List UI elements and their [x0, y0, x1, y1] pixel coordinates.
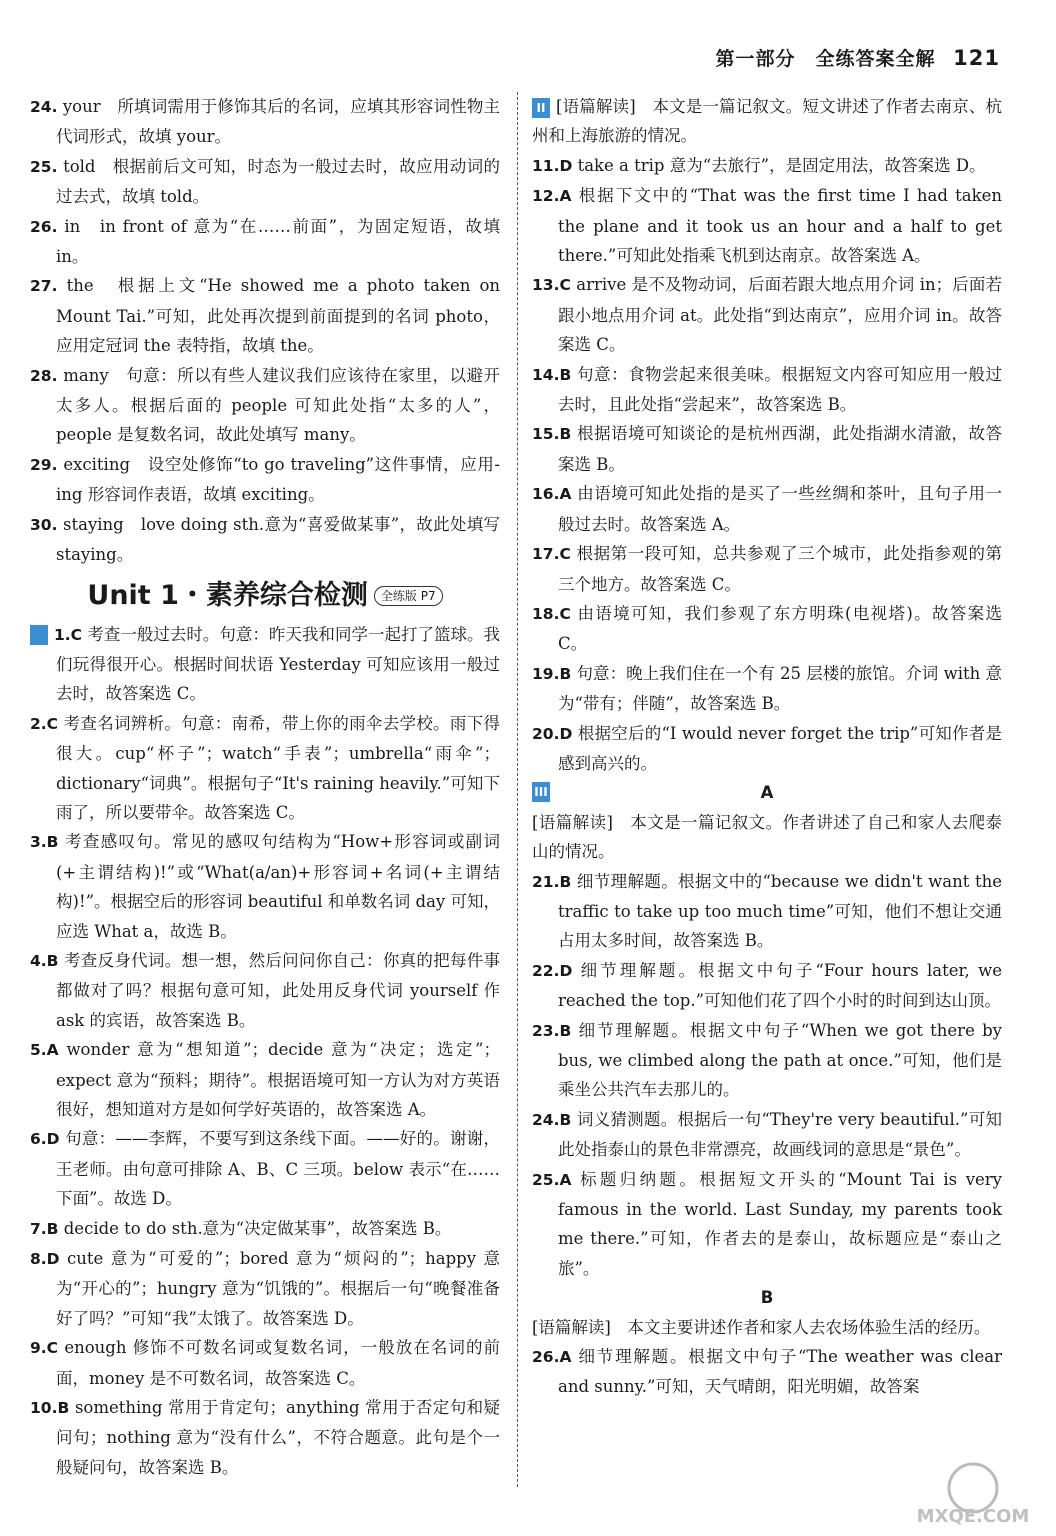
- answer-number: 27.: [30, 277, 58, 296]
- answer-number: 23.B: [532, 1021, 572, 1040]
- answer-number: 30.: [30, 515, 58, 534]
- answer-item: [30, 212, 500, 272]
- answer-item: [532, 181, 1002, 270]
- part3-header: [532, 778, 1002, 807]
- answer-number: 21.B: [532, 872, 572, 891]
- answer-number: 13.C: [532, 276, 571, 295]
- answer-number: 11.D: [532, 156, 573, 175]
- answer-item: [30, 946, 500, 1035]
- left-column: [23, 92, 501, 1482]
- answer-number: 7.B: [30, 1219, 59, 1238]
- answer-text: 句意：晚上我们住在一个有 25 层楼的旅馆。介词 with 意为“带有；伴随”，故答案选 B。: [558, 663, 1002, 714]
- answer-item: [532, 1105, 1002, 1165]
- answer-number: 6.D: [30, 1130, 60, 1149]
- answer-item: [23, 620, 501, 709]
- answer-text: many 句意：所以有些人建议我们应该待在家里，以避开太多人。根据后面的 people 可知此处指“太多的人”，people 是复数名词，故此处填写 many。: [56, 365, 500, 445]
- answer-number: 16.A: [532, 485, 572, 504]
- answer-text: 由语境可知此处指的是买了一些丝绸和茶叶，且句子用一般过去时。故答案选 A。: [558, 484, 1003, 534]
- answer-number: 8.D: [30, 1250, 60, 1269]
- answer-number: 10.B: [30, 1399, 70, 1418]
- answer-item: [30, 1124, 500, 1213]
- part2-items: [532, 151, 1002, 779]
- watermark-text: MXQE.COM: [916, 1506, 1030, 1527]
- answer-text: 细节理解题。根据文中的“because we didn't want the traffic to take up too much time”可知，他们不想让交通占用太多时间，故答案选 B。: [558, 871, 1002, 951]
- answer-item: [30, 827, 500, 946]
- answer-number: 15.B: [532, 425, 572, 444]
- answer-text: 由语境可知，我们参观了东方明珠(电视塔)。故答案选 C。: [558, 603, 1003, 654]
- part2-intro-text: [语篇解读] 本文是一篇记叙文。短文讲述了作者去南京、杭州和上海旅游的情况。: [532, 97, 1002, 146]
- answer-text: 考查名词辨析。句意：南希，带上你的雨伞去学校。雨下得很大。cup“杯子”；watch“手表”；umbrella“雨伞”；dictionary“词典”。根据句子“It's raining heavily.”可知下雨了，所以要带伞。故答案选 C。: [56, 713, 501, 822]
- answer-item: [532, 1165, 1002, 1284]
- answer-number: 22.D: [532, 961, 573, 980]
- answer-text: 词义猜测题。根据后一句“They're very beautiful.”可知此处指泰山的景色非常漂亮，故画线词的意思是“景色”。: [558, 1109, 1002, 1160]
- answer-item: [30, 1393, 500, 1482]
- answer-text: something 常用于肯定句；anything 常用于否定句和疑问句；nothing 意为“没有什么”，不符合题意。此句是个一般疑问句，故答案选 B。: [56, 1398, 500, 1477]
- answer-number: 5.A: [30, 1041, 59, 1060]
- answer-number: 12.A: [532, 187, 572, 206]
- answer-item: [532, 539, 1002, 599]
- page-header: [716, 44, 1000, 71]
- part1-mark: I: [30, 625, 48, 645]
- answer-number: 26.A: [532, 1348, 572, 1367]
- answer-number: 17.C: [532, 545, 571, 564]
- answer-text: 根据下文中的“That was the first time I had taken the plane and it took us an hour and a half to get there.”可知此处指乘飞机到达南京。故答案选 A。: [558, 186, 1002, 266]
- answer-item: [532, 360, 1002, 420]
- column-divider: [517, 92, 518, 1487]
- answer-text: 根据第一段可知，总共参观了三个城市，此处指参观的第三个地方。故答案选 C。: [558, 544, 1002, 594]
- answer-text: told 根据前后文可知，时态为一般过去时，故应用动词的过去式，故填 told。: [56, 156, 501, 207]
- part3a-items: [532, 867, 1002, 1284]
- part2-intro: [532, 92, 1002, 151]
- answer-text: in in front of 意为“在……前面”，为固定短语，故填 in。: [56, 216, 500, 267]
- answer-text: 根据空后的“I would never forget the trip”可知作者是感到高兴的。: [558, 723, 1002, 773]
- answer-text: 标题归纳题。根据短文开头的“Mount Tai is very famous in the world. Last Sunday, my parents took me there.”可知，作者去的是泰山，故标题应是“泰山之旅”。: [558, 1169, 1003, 1278]
- answer-item: [532, 151, 1002, 181]
- answer-number: 25.A: [532, 1170, 572, 1189]
- answer-text: take a trip 意为“去旅行”，是固定用法，故答案选 D。: [577, 155, 986, 175]
- answer-text: your 所填词需用于修饰其后的名词，应填其形容词性物主代词形式，故填 your。: [56, 97, 500, 147]
- answer-text: wonder 意为“想知道”；decide 意为“决定；选定”；expect 意为“预料；期待”。根据语境可知一方认为对方英语很好，想知道对方是如何学好英语的，故答案选 A。: [56, 1040, 500, 1119]
- answer-number: 25.: [30, 157, 58, 176]
- answer-item: [532, 419, 1002, 479]
- part3-sub-b: B: [760, 1288, 774, 1308]
- answer-item: [30, 510, 500, 570]
- answer-text: 根据语境可知谈论的是杭州西湖，此处指湖水清澈，故答案选 B。: [558, 424, 1002, 474]
- answer-text: 细节理解题。根据文中句子“Four hours later, we reached the top.”可知他们花了四个小时的时间到达山顶。: [558, 960, 1002, 1011]
- header-title: 第一部分 全练答案全解: [715, 48, 936, 70]
- answer-text: 细节理解题。根据文中句子“When we got there by bus, we climbed along the path at once.”可知，他们是乘坐公共汽车去那儿的。: [558, 1020, 1002, 1100]
- section-title-text: Unit 1・素养综合检测: [87, 579, 368, 611]
- part2-mark: II: [532, 98, 550, 118]
- answer-text: enough 修饰不可数名词或复数名词，一般放在名词的前面，money 是不可数名词，故答案选 C。: [56, 1338, 500, 1388]
- answer-item: [30, 1244, 500, 1333]
- answer-text: 考查感叹句。常见的感叹句结构为“How+形容词或副词(+主谓结构)!”或“What(a/an)+形容词+名词(+主谓结构)!”。根据空后的形容词 beautiful 和单数名词 day 可知，应选 What a，故选 B。: [56, 832, 500, 941]
- answer-item: [30, 1214, 500, 1244]
- answer-text: 考查反身代词。想一想，然后问问你自己：你真的把每件事都做对了吗？根据句意可知，此处用反身代词 yourself 作 ask 的宾语，故答案选 B。: [56, 950, 501, 1030]
- answer-text: staying love doing sth.意为“喜爱做某事”，故此处填写 staying。: [56, 514, 500, 565]
- answer-number: 2.C: [30, 714, 59, 733]
- answer-item: [532, 479, 1002, 539]
- answer-number: 24.B: [532, 1110, 572, 1129]
- answer-text: 句意：食物尝起来很美味。根据短文内容可知应用一般过去时，且此处指“尝起来”，故答案选 B。: [558, 364, 1002, 415]
- answer-number: 9.C: [30, 1339, 59, 1358]
- answer-number: 14.B: [532, 365, 572, 384]
- left-items: [23, 620, 501, 1483]
- answer-item: [30, 92, 500, 152]
- part3b-items: [532, 1342, 1002, 1402]
- answer-item: [532, 956, 1002, 1016]
- answer-text: 句意：——李辉，不要写到这条线下面。——好的。谢谢，王老师。由句意可排除 A、B、C 三项。below 表示“在……下面”。故选 D。: [56, 1129, 501, 1209]
- answer-item: [30, 152, 500, 212]
- answer-item: [30, 709, 500, 828]
- part3-intro-a: [语篇解读] 本文是一篇记叙文。作者讲述了自己和家人去爬泰山的情况。: [532, 812, 1002, 862]
- answer-text: decide to do sth.意为“决定做某事”，故答案选 B。: [63, 1218, 452, 1238]
- answer-number: 28.: [30, 366, 58, 385]
- answer-item: [532, 599, 1002, 659]
- answer-number: 29.: [30, 455, 58, 474]
- answer-number: 3.B: [30, 833, 59, 852]
- page-number: 121: [953, 46, 1000, 70]
- answer-number: 19.B: [532, 664, 572, 683]
- answer-text: the 根据上文“He showed me a photo taken on Mount Tai.”可知，此处再次提到前面提到的名词 photo，应用定冠词 the 表特指，故填 the。: [56, 276, 500, 356]
- answer-text: exciting 设空处修饰“to go traveling”这件事情，应用-ing 形容词作表语，故填 exciting。: [56, 454, 500, 505]
- answer-item: [30, 450, 500, 510]
- answer-item: [532, 867, 1002, 956]
- answer-number: 4.B: [30, 951, 59, 970]
- answer-item: [532, 270, 1002, 359]
- part3-mark: III: [532, 782, 550, 802]
- answer-text: arrive 是不及物动词，后面若跟大地点用介词 in；后面若跟小地点用介词 at。此处指“到达南京”，应用介词 in。故答案选 C。: [558, 275, 1003, 355]
- answer-number: 24.: [30, 98, 58, 116]
- answer-number: 20.D: [532, 724, 573, 743]
- answer-text: 考查一般过去时。句意：昨天我和同学一起打了篮球。我们玩得很开心。根据时间状语 Yesterday 可知应该用一般过去时，故答案选 C。: [56, 624, 501, 704]
- answer-number: 1.C: [54, 625, 83, 644]
- answer-number: 26.: [30, 217, 58, 236]
- part3-sub-a: A: [760, 783, 774, 803]
- answer-item: [30, 271, 500, 360]
- watermark-logo: [898, 1460, 1048, 1530]
- answer-item: [30, 361, 500, 450]
- answer-item: [532, 1016, 1002, 1105]
- answer-item: [30, 1333, 500, 1393]
- right-column: [532, 92, 1002, 1402]
- answer-item: [30, 1035, 500, 1124]
- answer-text: 细节理解题。根据文中句子“The weather was clear and sunny.”可知，天气晴朗，阳光明媚，故答案: [558, 1347, 1003, 1397]
- section-tag: 全练版 P7: [374, 586, 443, 606]
- section-title: [30, 576, 500, 616]
- answer-item: [532, 659, 1002, 719]
- left-top-items: [30, 92, 500, 570]
- answer-text: cute 意为“可爱的”；bored 意为“烦闷的”；happy 意为“开心的”；hungry 意为“饥饿的”。根据后一句“晚餐准备好了吗？”可知“我”太饿了。故答案选 D。: [56, 1249, 501, 1328]
- answer-item: [532, 719, 1002, 779]
- answer-item: [532, 1342, 1002, 1402]
- part3-intro-b: [语篇解读] 本文主要讲述作者和家人去农场体验生活的经历。: [532, 1317, 991, 1337]
- answer-number: 18.C: [532, 604, 571, 623]
